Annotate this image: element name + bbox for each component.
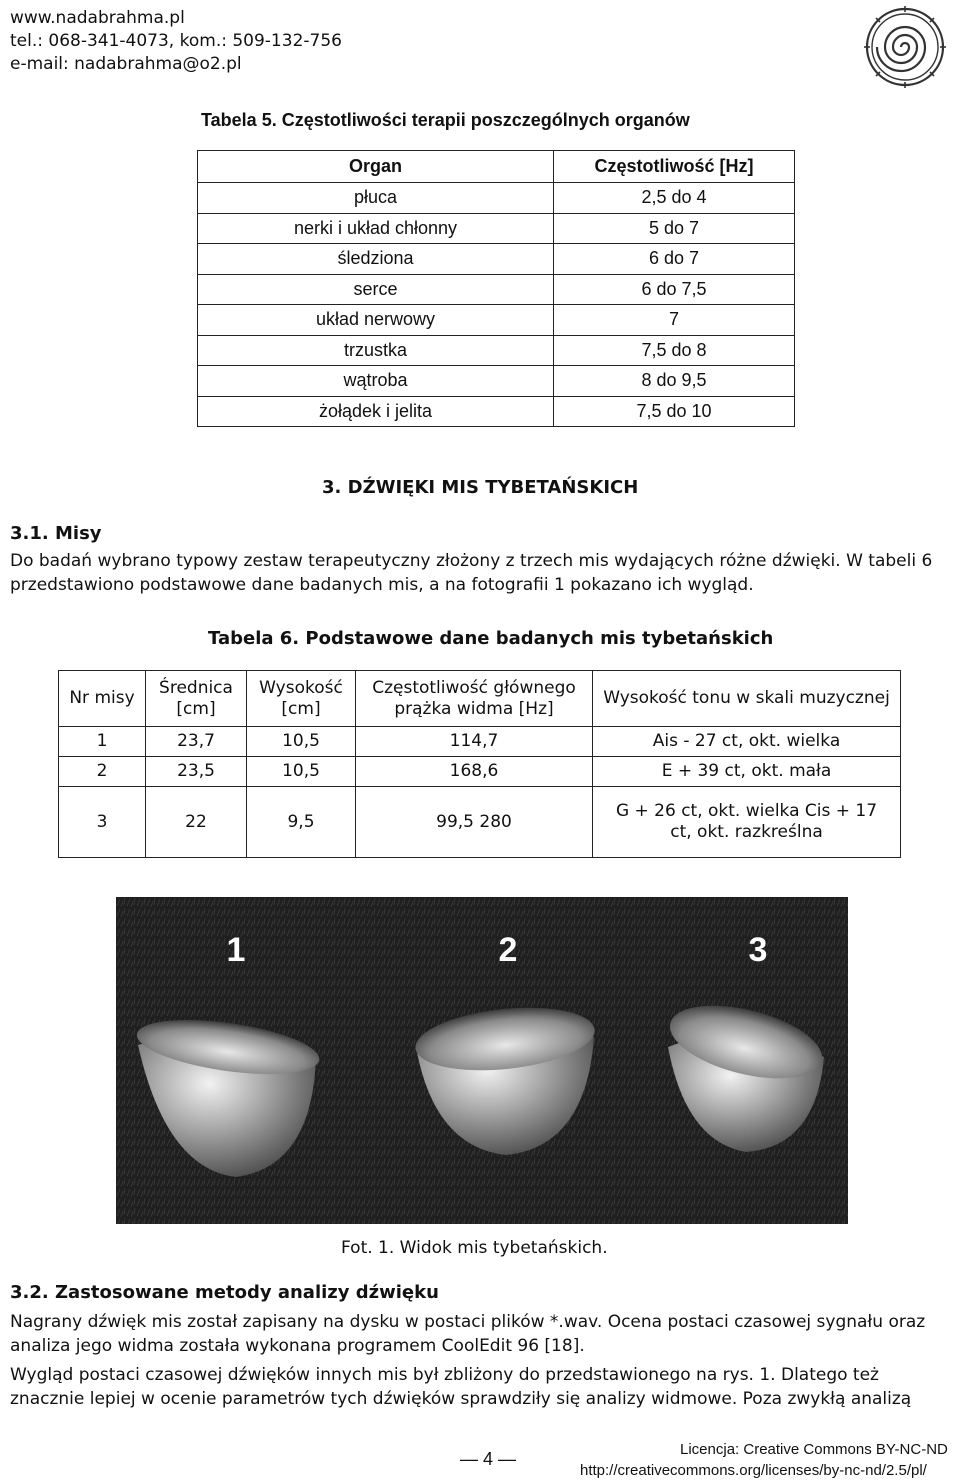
section31-paragraph: Do badań wybrano typowy zestaw terapeutyczny złożony z trzech mis wydających różne dźwięki. W tabeli 6 przedstawiono podstawowe dane badanych mis, a na fotografii 1 pokazano ich wygląd. xyxy=(10,551,933,595)
table6-header-height: Wysokość [cm] xyxy=(247,671,356,727)
section32-paragraph2: Wygląd postaci czasowej dźwięków innych mis był zbliżony do przedstawionego na rys. 1. Dlatego też znacznie lepiej w ocenie parametrów tych dźwięków sprawdziły się analizy widmowe. Poza zwykłą analizą xyxy=(10,1365,912,1409)
nr-cell: 3 xyxy=(59,787,146,858)
table6-header-diameter: Średnica [cm] xyxy=(146,671,247,727)
table-row xyxy=(59,757,901,787)
table5-header-frequency: Częstotliwość [Hz] xyxy=(554,151,795,183)
frequency-cell: 7 xyxy=(554,305,795,336)
organ-cell: wątroba xyxy=(198,366,554,397)
frequency-cell: 114,7 xyxy=(356,727,593,757)
nr-cell: 1 xyxy=(59,727,146,757)
bowl-label-3: 3 xyxy=(748,931,768,969)
height-cell: 10,5 xyxy=(247,757,356,787)
spiral-logo-icon xyxy=(862,4,948,90)
table-row xyxy=(198,335,795,366)
table6-title: Tabela 6. Podstawowe dane badanych mis tybetańskich xyxy=(208,628,774,649)
header-phone: tel.: 068-341-4073, kom.: 509-132-756 xyxy=(10,31,342,51)
organ-cell: serce xyxy=(198,274,554,305)
frequency-cell: 2,5 do 4 xyxy=(554,183,795,214)
table6-header-tone: Wysokość tonu w skali muzycznej xyxy=(593,671,901,727)
section3-heading: 3. DŹWIĘKI MIS TYBETAŃSKICH xyxy=(322,477,639,498)
section31-heading: 3.1. Misy xyxy=(10,523,102,544)
height-cell: 10,5 xyxy=(247,727,356,757)
table-row xyxy=(198,396,795,427)
organ-cell: układ nerwowy xyxy=(198,305,554,336)
header-email[interactable]: e-mail: nadabrahma@o2.pl xyxy=(10,54,242,74)
page-number: — 4 — xyxy=(460,1449,517,1469)
tibetan-bowls-photo xyxy=(116,897,848,1224)
frequency-cell: 6 do 7,5 xyxy=(554,274,795,305)
section32-heading: 3.2. Zastosowane metody analizy dźwięku xyxy=(10,1282,439,1303)
table6-header-nr: Nr misy xyxy=(59,671,146,727)
frequency-cell: 99,5 280 xyxy=(356,787,593,858)
height-cell: 9,5 xyxy=(247,787,356,858)
frequency-cell: 6 do 7 xyxy=(554,244,795,275)
bowl-label-2: 2 xyxy=(498,931,518,969)
frequency-cell: 8 do 9,5 xyxy=(554,366,795,397)
frequency-cell: 5 do 7 xyxy=(554,213,795,244)
license-text: Licencja: Creative Commons BY-NC-ND xyxy=(680,1441,948,1458)
tone-cell: G + 26 ct, okt. wielka Cis + 17 ct, okt. razkreślna xyxy=(593,787,901,858)
organ-cell: nerki i układ chłonny xyxy=(198,213,554,244)
organ-cell: trzustka xyxy=(198,335,554,366)
organ-cell: żołądek i jelita xyxy=(198,396,554,427)
table-row xyxy=(198,244,795,275)
table6-header-frequency: Częstotliwość głównego prążka widma [Hz] xyxy=(356,671,593,727)
tone-cell: E + 39 ct, okt. mała xyxy=(593,757,901,787)
frequency-cell: 7,5 do 8 xyxy=(554,335,795,366)
frequency-cell: 168,6 xyxy=(356,757,593,787)
table-row xyxy=(198,274,795,305)
header-website[interactable]: www.nadabrahma.pl xyxy=(10,8,185,28)
diameter-cell: 23,5 xyxy=(146,757,247,787)
nr-cell: 2 xyxy=(59,757,146,787)
bowl-label-1: 1 xyxy=(226,931,246,969)
table-row xyxy=(198,183,795,214)
diameter-cell: 22 xyxy=(146,787,247,858)
table-row xyxy=(59,787,901,858)
table6-header-row xyxy=(59,671,901,727)
table-row xyxy=(198,305,795,336)
license-url[interactable]: http://creativecommons.org/licenses/by-nc-nd/2.5/pl/ xyxy=(580,1462,927,1479)
tone-cell: Ais - 27 ct, okt. wielka xyxy=(593,727,901,757)
organ-cell: śledziona xyxy=(198,244,554,275)
table-row xyxy=(198,213,795,244)
table-row xyxy=(59,727,901,757)
frequency-cell: 7,5 do 10 xyxy=(554,396,795,427)
table-row xyxy=(198,366,795,397)
diameter-cell: 23,7 xyxy=(146,727,247,757)
table5-header-row xyxy=(198,151,795,183)
table5-title: Tabela 5. Częstotliwości terapii poszczególnych organów xyxy=(201,110,690,130)
section32-paragraph1: Nagrany dźwięk mis został zapisany na dysku w postaci plików *.wav. Ocena postaci czasowej sygnału oraz analiza jego widma została wykonana programem CoolEdit 96 [18]. xyxy=(10,1312,926,1356)
photo-caption: Fot. 1. Widok mis tybetańskich. xyxy=(341,1238,608,1258)
table5-header-organ: Organ xyxy=(198,151,554,183)
organ-cell: płuca xyxy=(198,183,554,214)
table5 xyxy=(197,150,795,427)
table6 xyxy=(58,670,901,858)
